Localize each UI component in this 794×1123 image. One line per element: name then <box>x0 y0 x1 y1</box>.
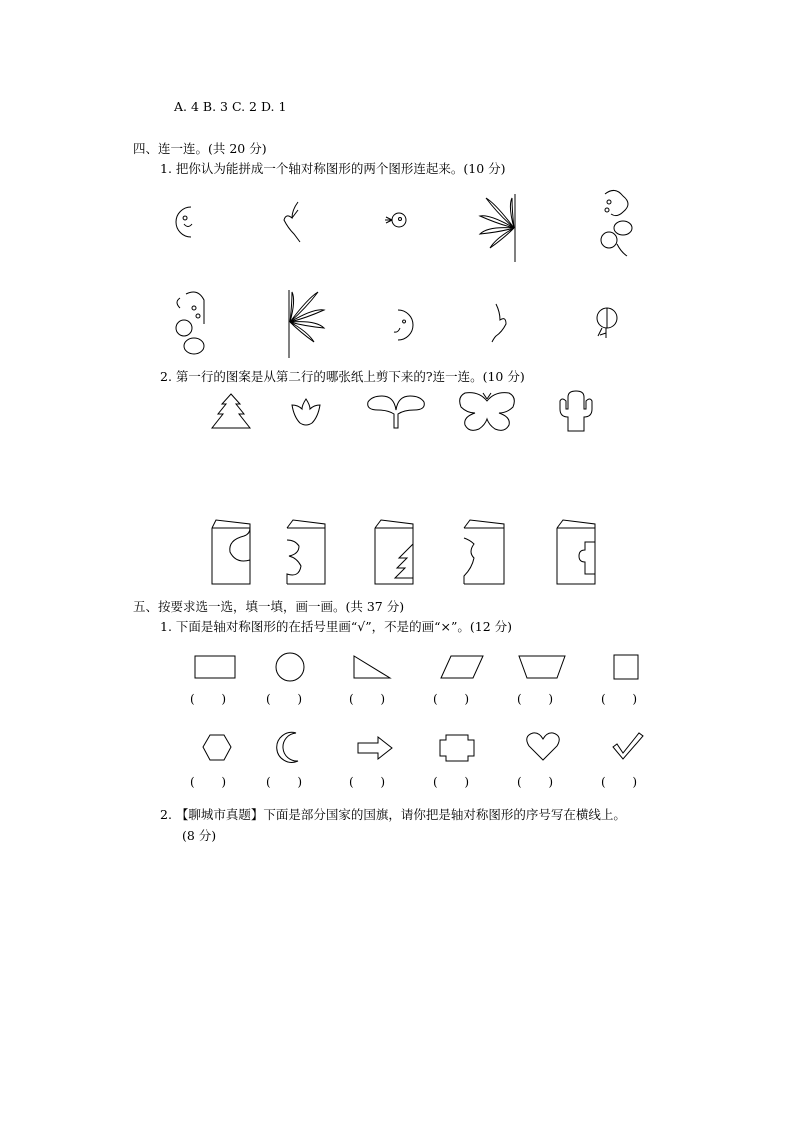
right-triangle-icon[interactable] <box>352 654 394 682</box>
half-hand-icon[interactable] <box>280 200 305 245</box>
answer-blank[interactable]: ( ) <box>190 692 227 706</box>
crown-icon[interactable] <box>288 395 324 431</box>
answer-blank[interactable]: ( ) <box>349 775 386 789</box>
circle-icon[interactable] <box>274 651 308 685</box>
folded-paper-1-icon[interactable] <box>206 518 254 586</box>
answer-blank[interactable]: ( ) <box>433 692 470 706</box>
half-hand-right-icon[interactable] <box>490 302 515 342</box>
answer-blank[interactable]: ( ) <box>601 775 638 789</box>
trapezoid-icon[interactable] <box>517 654 569 682</box>
half-face-left-icon[interactable] <box>175 203 200 243</box>
section5-q2-line2: (8 分) <box>182 828 217 843</box>
section4-heading: 四、连一连。(共 20 分) <box>133 141 267 156</box>
half-flower-right-icon[interactable] <box>285 288 327 360</box>
tree-icon[interactable] <box>208 392 254 432</box>
half-bear-right-icon[interactable] <box>172 290 212 360</box>
answer-blank[interactable]: ( ) <box>349 692 386 706</box>
rectangle-icon[interactable] <box>193 654 241 682</box>
half-bear-icon[interactable] <box>595 188 645 260</box>
section4-q2: 2. 第一行的图案是从第二行的哪张纸上剪下来的?连一连。(10 分) <box>160 369 525 384</box>
folded-paper-5-icon[interactable] <box>553 518 601 586</box>
section5-q1: 1. 下面是轴对称图形的在括号里画“√”，不是的画“×”。(12 分) <box>160 619 513 634</box>
half-bird-icon[interactable] <box>592 302 622 342</box>
answer-blank[interactable]: ( ) <box>266 775 303 789</box>
square-icon[interactable] <box>612 653 642 683</box>
section4-q1: 1. 把你认为能拼成一个轴对称图形的两个图形连起来。(10 分) <box>160 161 506 176</box>
arrow-icon[interactable] <box>356 735 396 761</box>
section5-q2-line1: 2. 【聊城市真题】下面是部分国家的国旗，请你把是轴对称图形的序号写在横线上。 <box>160 807 626 822</box>
hexagon-icon[interactable] <box>201 733 235 763</box>
answer-blank[interactable]: ( ) <box>190 775 227 789</box>
answer-blank[interactable]: ( ) <box>517 692 554 706</box>
answer-blank[interactable]: ( ) <box>266 692 303 706</box>
folded-paper-2-icon[interactable] <box>283 518 331 586</box>
heart-icon[interactable] <box>525 730 563 764</box>
section5-heading: 五、按要求选一选，填一填，画一画。(共 37 分) <box>133 599 405 614</box>
folded-paper-4-icon[interactable] <box>460 518 508 586</box>
half-fish-icon[interactable] <box>380 205 410 235</box>
answer-blank[interactable]: ( ) <box>433 775 470 789</box>
folded-paper-3-icon[interactable] <box>371 518 417 586</box>
cactus-icon[interactable] <box>556 389 596 433</box>
crescent-icon[interactable] <box>276 731 306 765</box>
answer-blank[interactable]: ( ) <box>517 775 554 789</box>
answer-blank[interactable]: ( ) <box>601 692 638 706</box>
sprout-icon[interactable] <box>366 392 426 432</box>
checkmark-icon[interactable] <box>611 731 645 763</box>
butterfly-icon[interactable] <box>457 391 517 435</box>
options-line: A. 4 B. 3 C. 2 D. 1 <box>174 99 287 114</box>
half-flower-icon[interactable] <box>478 192 518 264</box>
parallelogram-icon[interactable] <box>439 654 487 682</box>
half-face-right-icon[interactable] <box>392 308 417 344</box>
cross-shape-icon[interactable] <box>436 733 480 765</box>
